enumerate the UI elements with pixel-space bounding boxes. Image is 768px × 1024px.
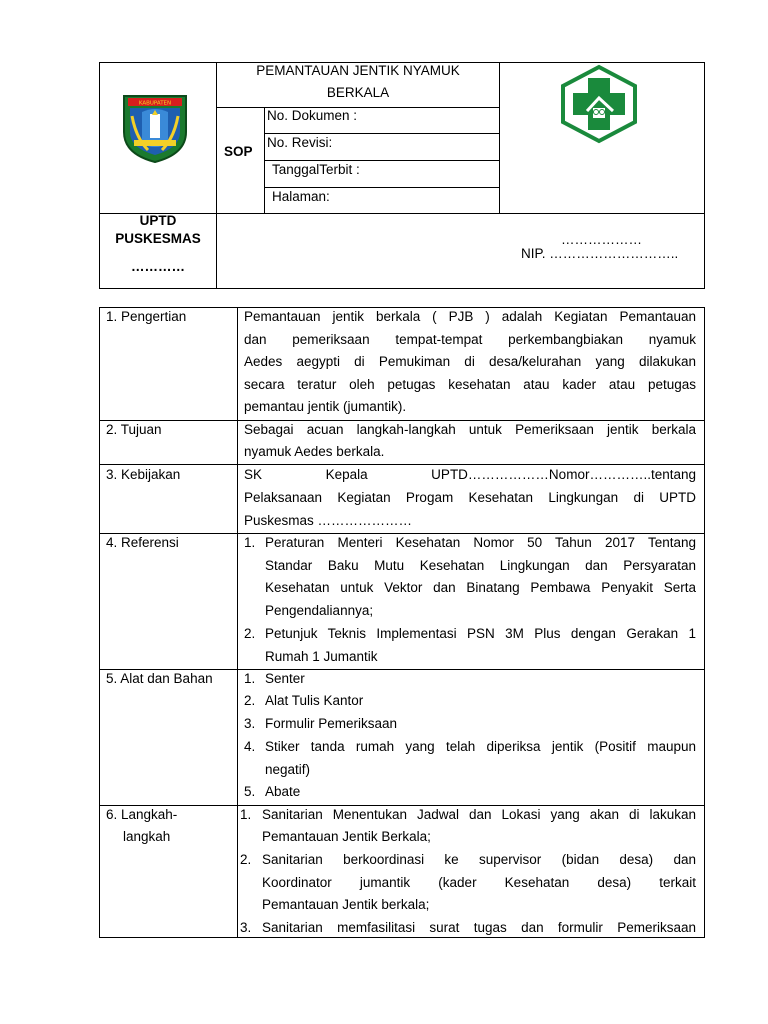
referensi-item-1: Peraturan Menteri Kesehatan Nomor 50 Tahun 2017 Tentang	[265, 535, 696, 550]
referensi-item-1: Pengendaliannya;	[265, 603, 374, 618]
kebijakan-text: Pelaksanaan Kegiatan Progam Kesehatan Lingkungan di UPTD	[244, 490, 696, 505]
regional-emblem-logo	[120, 92, 190, 164]
kebijakan-label: 3. Kebijakan	[106, 467, 181, 482]
puskesmas-name-dots: …………	[131, 259, 185, 274]
langkah-item-2: Koordinator jumantik (kader Kesehatan desa) terkait	[262, 875, 696, 890]
sop-label: SOP	[224, 144, 253, 159]
referensi-item-2: Petunjuk Teknis Implementasi PSN 3M Plus dengan Gerakan 1	[265, 626, 696, 641]
signature-dots: ………………	[561, 232, 642, 247]
alat-item-3: Formulir Pemeriksaan	[265, 716, 398, 731]
logo-banner-text: KABUPATEN	[138, 100, 172, 107]
list-number: 1.	[244, 535, 256, 550]
no-dokumen-field: No. Dokumen :	[267, 108, 358, 123]
halaman-field: Halaman:	[272, 189, 330, 204]
langkah-item-2: Pemantauan Jentik berkala;	[262, 897, 430, 912]
list-number: 1.	[240, 807, 252, 822]
langkah-item-1: Pemantauan Jentik Berkala;	[262, 829, 431, 844]
langkah-item-2: Sanitarian berkoordinasi ke supervisor (bidan desa) dan	[262, 852, 696, 867]
list-number: 2.	[240, 852, 252, 867]
referensi-item-1: Standar Baku Mutu Kesehatan Lingkungan dan Persyaratan	[265, 558, 696, 573]
alat-bahan-label: 5. Alat dan Bahan	[106, 671, 213, 686]
langkah-label: 6. Langkah-	[106, 807, 178, 822]
no-revisi-field: No. Revisi:	[267, 135, 333, 150]
doc-title-line2: BERKALA	[326, 85, 390, 100]
alat-item-4: negatif)	[265, 762, 311, 777]
puskesmas-label: PUSKESMAS	[115, 231, 201, 246]
list-number: 1.	[244, 671, 256, 686]
alat-item-4: Stiker tanda rumah yang telah diperiksa jentik (Positif maupun	[265, 739, 696, 754]
langkah-label: langkah	[123, 829, 171, 844]
nip-field: NIP. ………………………..	[521, 246, 679, 261]
pengertian-text: secara teratur oleh petugas kesehatan atau kader atau petugas	[244, 377, 696, 392]
alat-item-2: Alat Tulis Kantor	[265, 693, 364, 708]
kebijakan-text: Puskesmas …………………	[244, 513, 413, 528]
alat-item-1: Senter	[265, 671, 305, 686]
pengertian-label: 1. Pengertian	[106, 309, 187, 324]
pengertian-text: dan pemeriksaan tempat-tempat perkembangbiakan nyamuk	[244, 332, 696, 347]
tujuan-text: nyamuk Aedes berkala.	[244, 444, 385, 459]
list-number: 4.	[244, 739, 256, 754]
list-number: 3.	[244, 716, 256, 731]
list-number: 3.	[240, 920, 252, 935]
uptd-label: UPTD	[139, 213, 177, 228]
pengertian-text: Pemantauan jentik berkala ( PJB ) adalah Kegiatan Pemantauan	[244, 309, 696, 324]
list-number: 2.	[244, 626, 256, 641]
list-number: 5.	[244, 784, 256, 799]
alat-item-5: Abate	[265, 784, 301, 799]
pengertian-text: Aedes aegypti di Pemukiman di desa/kelurahan yang dilakukan	[244, 354, 696, 369]
kebijakan-text: SK Kepala UPTD………………Nomor…………..tentang	[244, 467, 696, 482]
pengertian-text: pemantau jentik (jumantik).	[244, 399, 407, 414]
tanggal-terbit-field: TanggalTerbit :	[272, 162, 360, 177]
referensi-label: 4. Referensi	[106, 535, 179, 550]
list-number: 2.	[244, 693, 256, 708]
langkah-item-3: Sanitarian memfasilitasi surat tugas dan formulir Pemeriksaan	[262, 920, 696, 935]
health-cross-logo	[557, 64, 641, 144]
referensi-item-2: Rumah 1 Jumantik	[265, 649, 378, 664]
tujuan-text: Sebagai acuan langkah-langkah untuk Pemeriksaan jentik berkala	[244, 422, 696, 437]
doc-title-line1: PEMANTAUAN JENTIK NYAMUK	[256, 63, 460, 78]
referensi-item-1: Kesehatan untuk Vektor dan Binatang Pembawa Penyakit Serta	[265, 580, 696, 595]
tujuan-label: 2. Tujuan	[106, 422, 162, 437]
langkah-item-1: Sanitarian Menentukan Jadwal dan Lokasi yang akan di lakukan	[262, 807, 696, 822]
